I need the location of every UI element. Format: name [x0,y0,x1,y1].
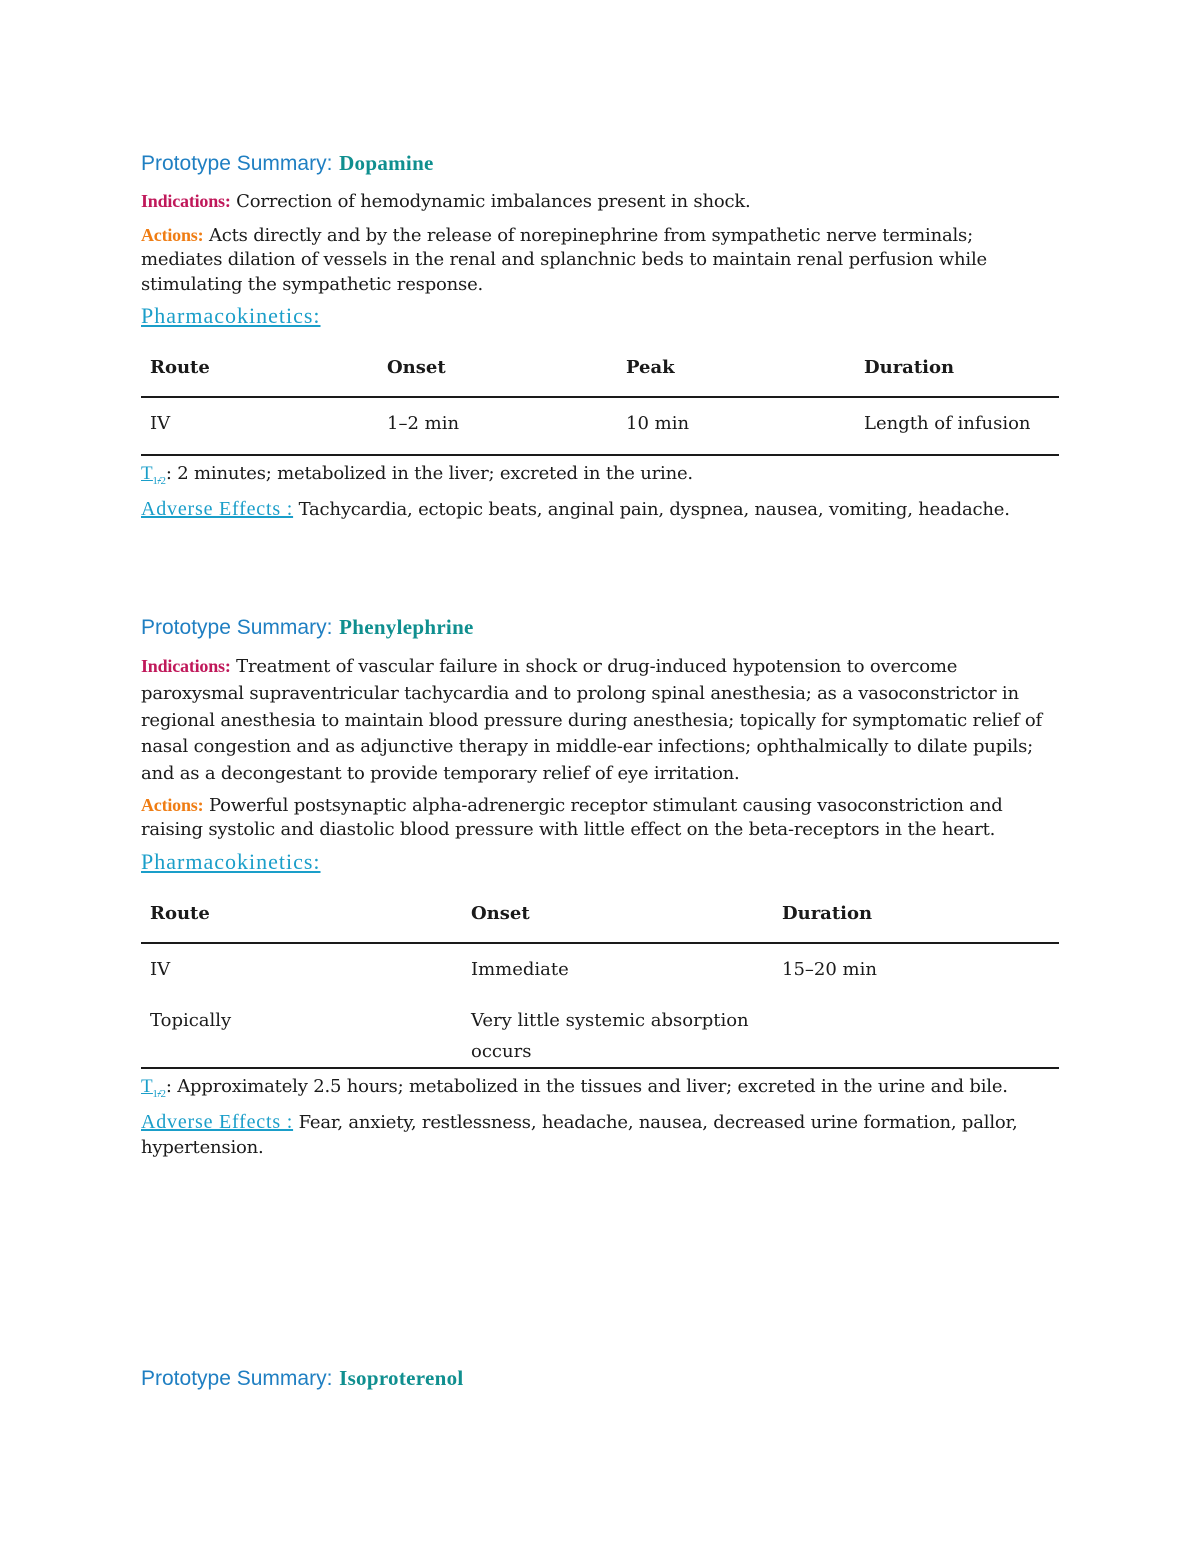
half-life-paragraph [141,1075,1059,1106]
drug-name: Dopamine [339,151,434,175]
header-onset: Onset [387,357,446,378]
header-duration: Duration [782,902,873,924]
actions-label: Actions: [141,794,204,815]
actions-label: Actions: [141,224,204,245]
table-header-row [141,339,1059,397]
pharmacokinetics-heading: Pharmacokinetics: [141,848,321,874]
prototype-summary-phenylephrine [141,614,1059,1160]
summary-label: Prototype Summary: [141,152,333,175]
pharmacokinetics-table [141,885,1059,1069]
table-row [141,1005,1059,1068]
actions-text: Acts directly and by the release of norepinephrine from sympathetic nerve terminals; mediates dilation of vessels in the renal and splanchnic beds to maintain renal perfusion while stimulating the sympathetic response. [141,224,987,295]
prototype-summary-isoproterenol [141,1365,1059,1392]
drug-name: Isoproterenol [339,1366,464,1390]
adverse-effects-label: Adverse Effects : [141,498,294,521]
summary-title [141,150,1059,177]
indications-paragraph [141,653,1059,788]
cell-onset: Very little systemic absorption occurs [471,1009,749,1062]
indications-label: Indications: [141,191,231,211]
cell-route: IV [150,413,171,434]
summary-title [141,614,1059,641]
half-life-label: $T_{1/2}$ [141,1075,166,1100]
pharmacokinetics-heading: Pharmacokinetics: [141,303,321,328]
header-duration: Duration [864,357,955,378]
summary-label: Prototype Summary: [141,1367,333,1390]
table-header-row [141,885,1059,943]
header-route: Route [150,902,210,924]
actions-text: Powerful postsynaptic alpha-adrenergic receptor stimulant causing vasoconstriction and raising systolic and diastolic blood pressure with little effect on the beta-receptors in the heart. [141,794,1003,841]
adverse-effects-text: Tachycardia, ectopic beats, anginal pain, dyspnea, nausea, vomiting, headache. [298,499,1010,521]
header-peak: Peak [626,357,675,378]
cell-route: Topically [150,1009,232,1031]
half-life-paragraph [141,462,1059,493]
header-onset: Onset [471,902,530,924]
cell-peak: 10 min [626,413,690,434]
table-row [141,943,1059,1005]
cell-onset: 1–2 min [387,413,460,434]
half-life-text: : Approximately 2.5 hours; metabolized in the tissues and liver; excreted in the urine and bile. [165,1075,1008,1097]
summary-title [141,1365,1059,1392]
adverse-effects-paragraph [141,497,1059,523]
indications-label: Indications: [141,656,231,676]
pharmacokinetics-table [141,339,1059,456]
cell-duration: Length of infusion [864,413,1031,434]
table-bottom-rule [141,1068,1059,1069]
drug-name: Phenylephrine [339,615,474,639]
adverse-effects-paragraph [141,1110,1059,1160]
cell-route: IV [150,958,171,980]
half-life-label: $T_{1/2}$ [141,463,166,487]
table-row [141,397,1059,455]
table-bottom-rule [141,455,1059,456]
half-life-text: : 2 minutes; metabolized in the liver; excreted in the urine. [165,463,693,484]
indications-paragraph [141,189,1059,215]
cell-duration [773,1005,1059,1068]
header-route: Route [150,357,210,378]
actions-paragraph [141,223,1059,298]
cell-onset: Immediate [471,958,569,980]
summary-label: Prototype Summary: [141,616,333,639]
adverse-effects-text: Fear, anxiety, restlessness, headache, nausea, decreased urine formation, pallor, hypertension. [141,1112,1018,1158]
actions-paragraph [141,793,1059,843]
prototype-summary-dopamine [141,150,1059,523]
adverse-effects-label: Adverse Effects : [141,1111,294,1134]
indications-text: Correction of hemodynamic imbalances present in shock. [236,191,751,212]
indications-text: Treatment of vascular failure in shock or drug-induced hypotension to overcome paroxysmal supraventricular tachycardia and to prolong spinal anesthesia; as a vasoconstrictor in regional anesthesia to maintain blood pressure during anesthesia; topically for symptomatic relief of nasal congestion and as adjunctive therapy in middle-ear infections; ophthalmically to dilate pupils; and as a decongestant to provide temporary relief of eye irritation. [141,656,1042,785]
cell-duration: 15–20 min [782,958,877,980]
